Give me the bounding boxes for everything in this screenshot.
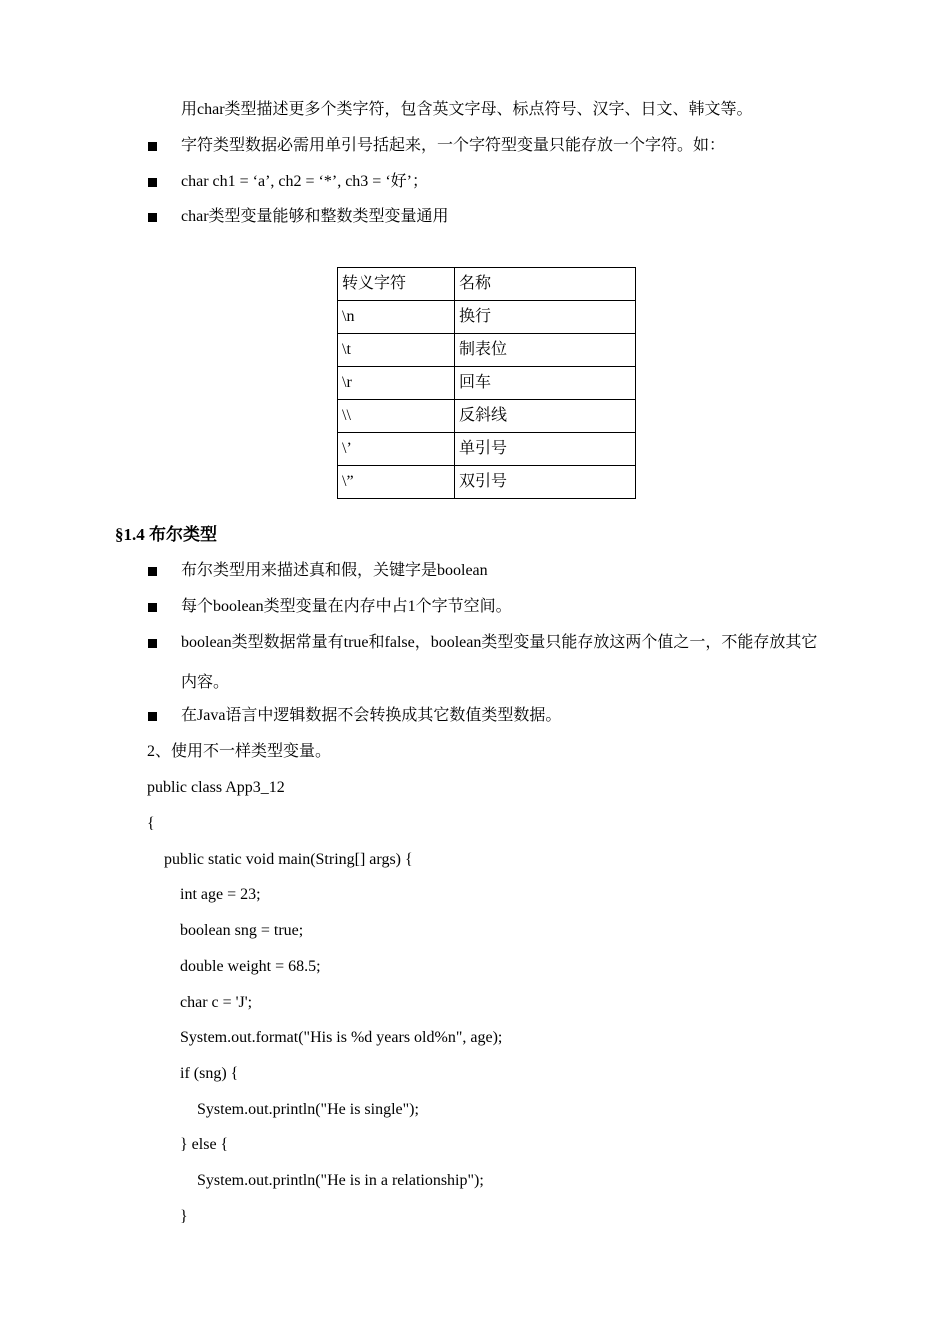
intro-bullet-1: 字符类型数据必需用单引号括起来，一个字符型变量只能存放一个字符。如： <box>181 137 726 154</box>
table-cell: 换行 <box>455 301 636 334</box>
table-header-row <box>338 268 636 301</box>
code-line: { <box>147 815 155 832</box>
code-line: public static void main(String[] args) { <box>164 851 413 868</box>
bullet-square-icon <box>148 178 157 187</box>
code-line: } else { <box>180 1136 229 1153</box>
intro-continuation: 用char类型描述更多个类字符，包含英文字母、标点符号、汉字、日文、韩文等。 <box>181 101 753 118</box>
code-line: char c = 'J'; <box>180 994 253 1011</box>
table-cell: \’ <box>338 433 455 466</box>
section-heading: §1.4 布尔类型 <box>115 525 217 544</box>
section-bullet-1: 布尔类型用来描述真和假，关键字是boolean <box>181 562 488 579</box>
escape-char-table <box>337 267 636 499</box>
code-intro: 2、使用不一样类型变量。 <box>147 743 332 760</box>
table-cell: \” <box>338 466 455 499</box>
section-bullet-3: boolean类型数据常量有true和false，boolean类型变量只能存放这两个值之一，不能存放其它 <box>181 634 818 651</box>
section-bullet-4: 在Java语言中逻辑数据不会转换成其它数值类型数据。 <box>181 707 562 724</box>
code-line: } <box>180 1208 188 1225</box>
table-header-cell: 转义字符 <box>338 268 455 301</box>
table-header-cell: 名称 <box>455 268 636 301</box>
code-line: double weight = 68.5; <box>180 958 321 975</box>
intro-bullet-3: char类型变量能够和整数类型变量通用 <box>181 208 449 225</box>
intro-bullet-2: char ch1 = ‘a’, ch2 = ‘*’, ch3 = ‘好’； <box>181 173 428 190</box>
table-cell: \\ <box>338 400 455 433</box>
table-row <box>338 466 636 499</box>
code-line: System.out.println("He is single"); <box>197 1101 419 1118</box>
table-cell: 单引号 <box>455 433 636 466</box>
bullet-square-icon <box>148 603 157 612</box>
code-line: if (sng) { <box>180 1065 239 1082</box>
code-line: System.out.format("His is %d years old%n", age); <box>180 1029 503 1046</box>
bullet-square-icon <box>148 639 157 648</box>
bullet-square-icon <box>148 567 157 576</box>
section-bullet-2: 每个boolean类型变量在内存中占1个字节空间。 <box>181 598 512 615</box>
table-row <box>338 433 636 466</box>
table-cell: 反斜线 <box>455 400 636 433</box>
bullet-square-icon <box>148 213 157 222</box>
code-line: System.out.println("He is in a relationship"); <box>197 1172 484 1189</box>
table-cell: \t <box>338 334 455 367</box>
table-row <box>338 367 636 400</box>
table-cell: 回车 <box>455 367 636 400</box>
bullet-square-icon <box>148 712 157 721</box>
bullet-square-icon <box>148 142 157 151</box>
table-row <box>338 301 636 334</box>
code-line: boolean sng = true; <box>180 922 304 939</box>
table-row <box>338 334 636 367</box>
code-line: public class App3_12 <box>147 779 285 796</box>
code-line: int age = 23; <box>180 886 261 903</box>
table-row <box>338 400 636 433</box>
table-cell: \n <box>338 301 455 334</box>
table-cell: 制表位 <box>455 334 636 367</box>
table-cell: \r <box>338 367 455 400</box>
section-bullet-3-continuation: 内容。 <box>181 674 230 691</box>
table-cell: 双引号 <box>455 466 636 499</box>
